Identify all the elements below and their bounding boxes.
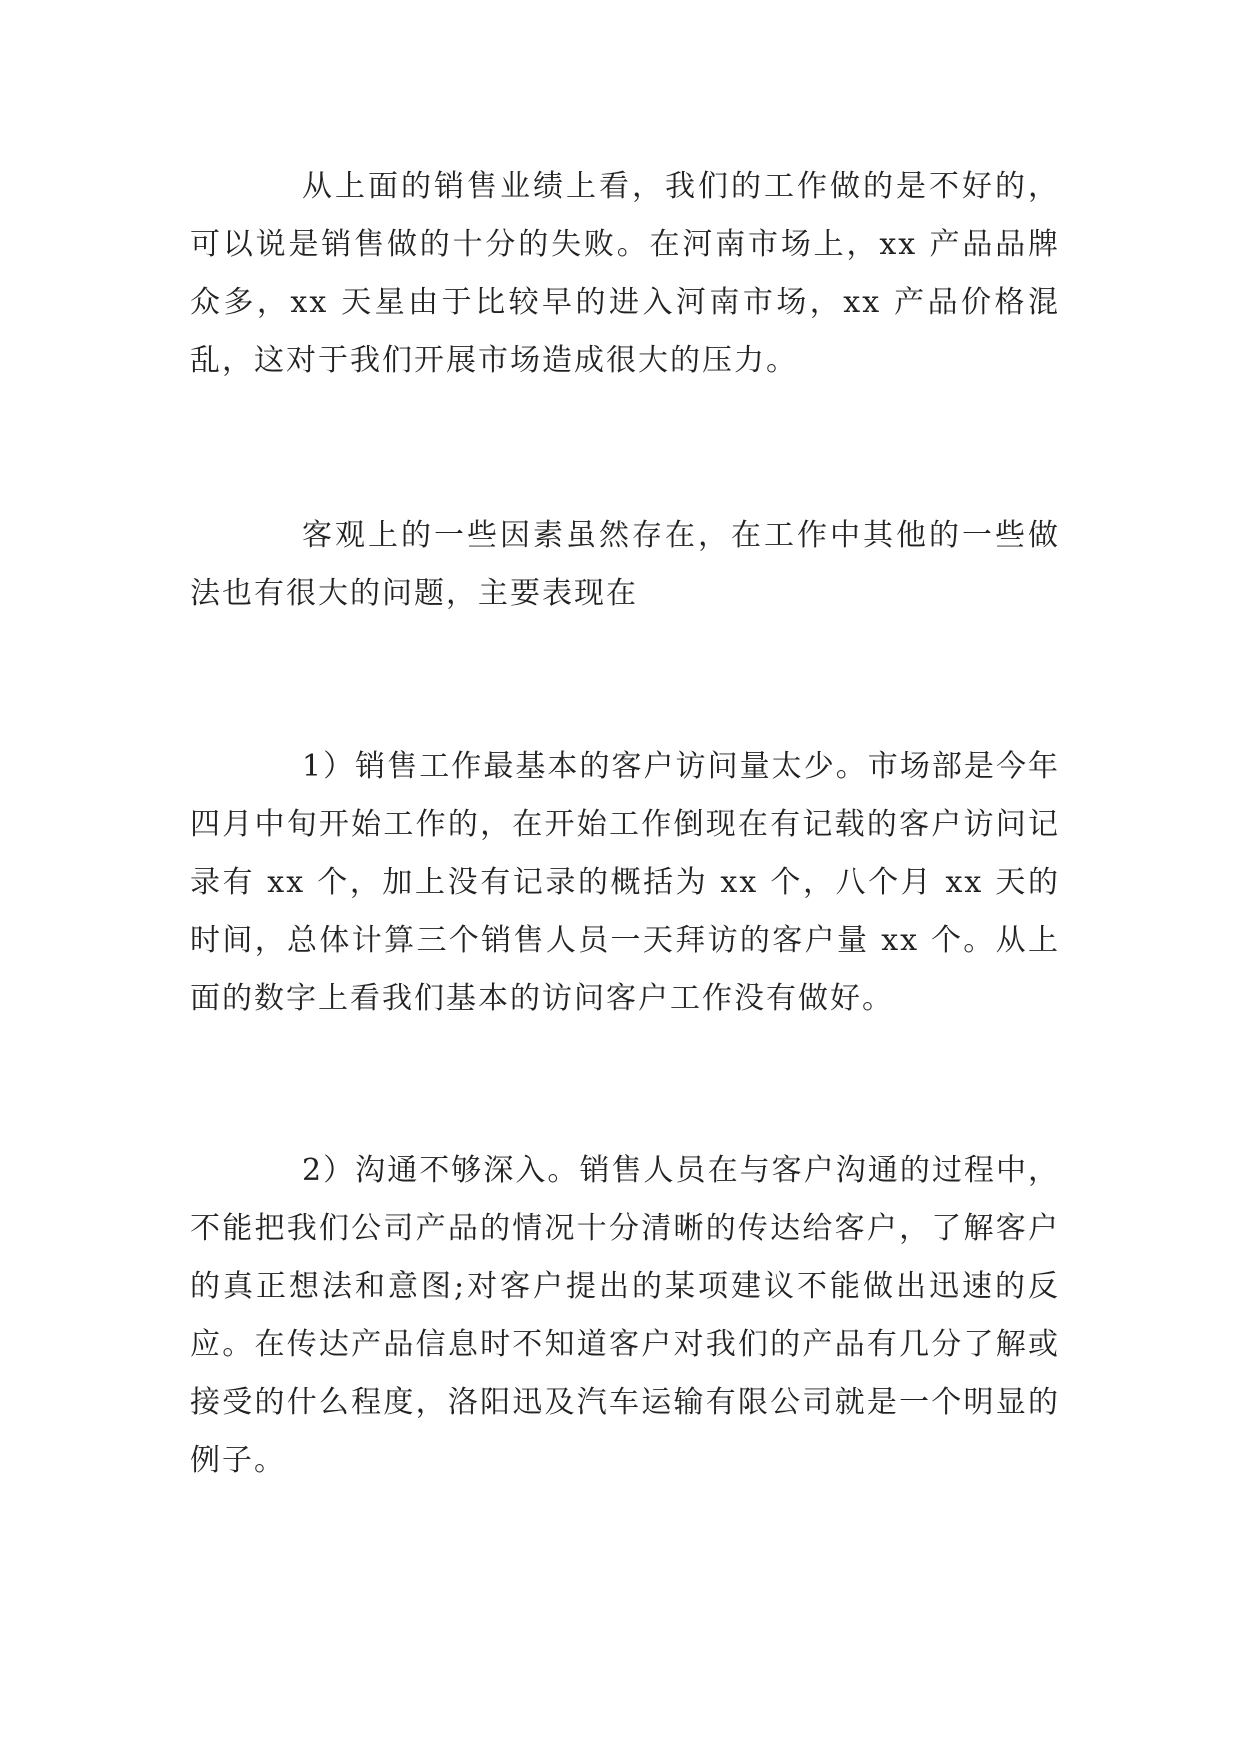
paragraph-point-2-communication: 2）沟通不够深入。销售人员在与客户沟通的过程中，不能把我们公司产品的情况十分清晰的传达给客户，了解客户的真正想法和意图;对客户提出的某项建议不能做出迅速的反应。在传达产品信息时不知道客户对我们的产品有几分了解或接受的什么程度，洛阳迅及汽车运输有限公司就是一个明显的例子。 [190,1153,1060,1478]
paragraph-sales-performance: 从上面的销售业绩上看，我们的工作做的是不好的，可以说是销售做的十分的失败。在河南市场上，xx 产品品牌众多，xx 天星由于比较早的进入河南市场，xx 产品价格混乱，这对于我们开展市场造成很大的压力。 [190,169,1060,378]
paragraph-problems-intro: 客观上的一些因素虽然存在，在工作中其他的一些做法也有很大的问题，主要表现在 [190,518,1060,611]
paragraph-point-1-visits: 1）销售工作最基本的客户访问量太少。市场部是今年四月中旬开始工作的，在开始工作倒现在有记载的客户访问记录有 xx 个，加上没有记录的概括为 xx 个，八个月 xx 天的时间，总体计算三个销售人员一天拜访的客户量 xx 个。从上面的数字上看我们基本的访问客户工作没有做好。 [190,749,1060,1016]
